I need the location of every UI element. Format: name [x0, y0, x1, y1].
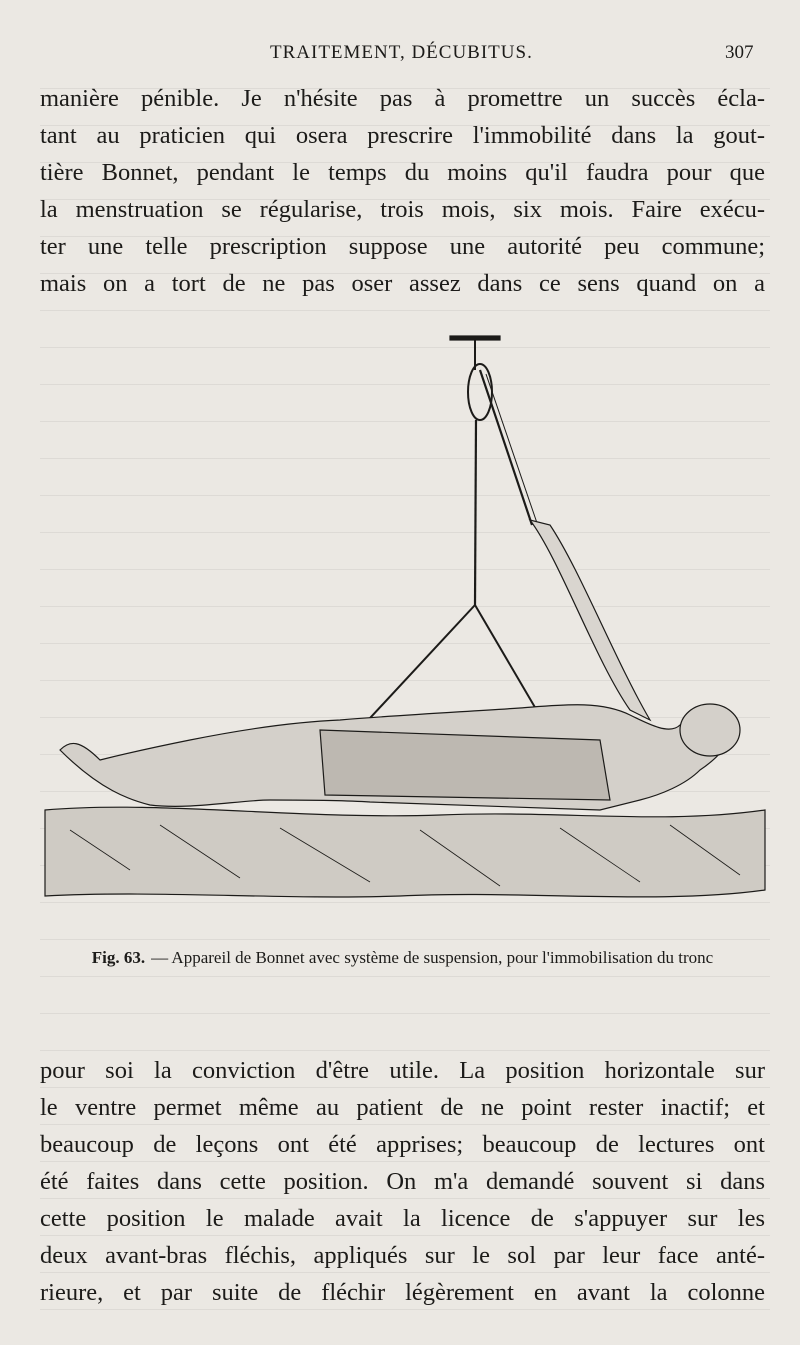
figure-caption: [40, 945, 765, 971]
pull-rope: [480, 370, 532, 525]
text-line: tant au praticien qui osera prescrire l'immobilité dans la gout-: [40, 122, 765, 149]
suspension-rope: [475, 420, 476, 605]
body-text-top: [40, 80, 765, 302]
text-line: cette position le malade avait la licence de s'appuyer sur les: [40, 1205, 765, 1232]
text-line: manière pénible. Je n'hésite pas à promettre un succès écla-: [40, 85, 765, 112]
ceiling-hook-bar: [450, 336, 500, 340]
text-line: beaucoup de leçons ont été apprises; beaucoup de lectures ont: [40, 1131, 765, 1158]
patient-head: [680, 704, 740, 756]
page-number: 307: [725, 42, 754, 63]
text-line: la menstruation se régularise, trois mois, six mois. Faire exécu-: [40, 196, 765, 223]
raised-arm: [530, 520, 650, 720]
running-title: TRAITEMENT, DÉCUBITUS.: [270, 42, 533, 63]
text-line: rieure, et par suite de fléchir légèrement en avant la colonne: [40, 1279, 765, 1306]
text-line: le ventre permet même au patient de ne point rester inactif; et: [40, 1094, 765, 1121]
sheet-bedding: [45, 807, 765, 897]
figure-engraving: [40, 330, 770, 930]
bonnet-gutter: [320, 730, 610, 800]
figure-caption-text: — Appareil de Bonnet avec système de suspension, pour l'immobilisation du tronc: [151, 948, 714, 967]
text-line: tière Bonnet, pendant le temps du moins qu'il faudra pour que: [40, 159, 765, 186]
text-line: été faites dans cette position. On m'a demandé souvent si dans: [40, 1168, 765, 1195]
body-text-bottom: [40, 1052, 765, 1311]
text-line: deux avant-bras fléchis, appliqués sur le sol par leur face anté-: [40, 1242, 765, 1269]
figure-label: Fig. 63.: [91, 948, 146, 967]
text-line: mais on a tort de ne pas oser assez dans ce sens quand on a: [40, 270, 765, 297]
text-line: ter une telle prescription suppose une autorité peu commune;: [40, 233, 765, 260]
running-head: [0, 42, 800, 70]
text-line: pour soi la conviction d'être utile. La position horizontale sur: [40, 1057, 765, 1084]
